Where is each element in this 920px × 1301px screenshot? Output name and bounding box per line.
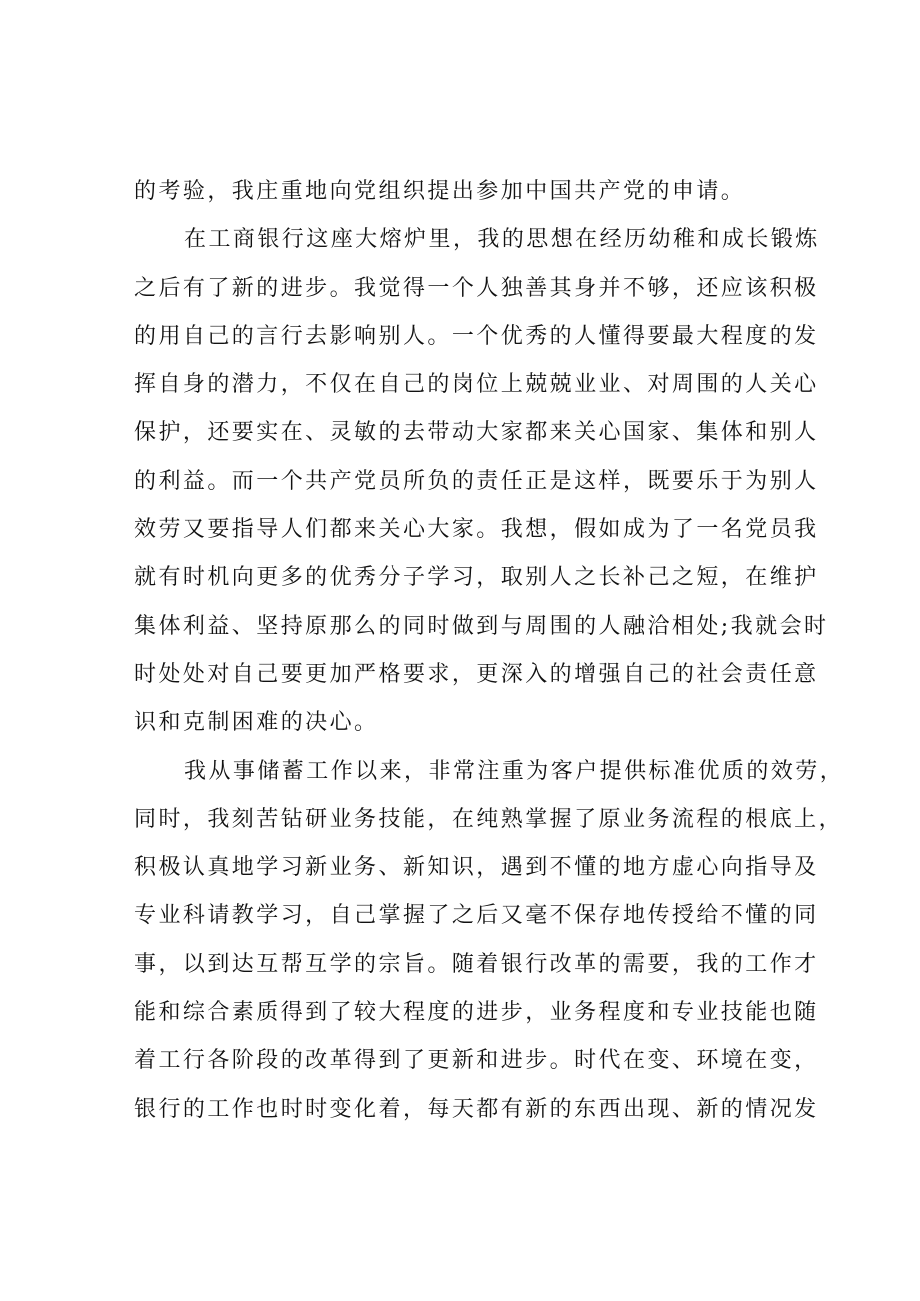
- text-line: 识和克制困难的决心。: [134, 710, 379, 736]
- text-line: 时处处对自己要更加严格要求，更深入的增强自己的社会责任意: [134, 661, 819, 687]
- text-line: 保护，还要实在、灵敏的去带动大家都来关心国家、集体和别人: [134, 420, 819, 446]
- text-line: 集体利益、坚持原那么的同时做到与周围的人融洽相处;我就会时: [134, 613, 829, 639]
- text-line: 的用自己的言行去影响别人。一个优秀的人懂得要最大程度的发: [134, 323, 819, 349]
- text-line: 的考验，我庄重地向党组织提出参加中国共产党的申请。: [134, 179, 746, 204]
- text-line: 能和综合素质得到了较大程度的进步，业务程度和专业技能也随: [134, 1000, 819, 1026]
- text-line: 在工商银行这座大熔炉里，我的思想在经历幼稚和成长锻炼: [184, 227, 820, 253]
- text-line: 我从事储蓄工作以来，非常注重为客户提供标准优质的效劳，: [184, 758, 845, 784]
- text-line: 着工行各阶段的改革得到了更新和进步。时代在变、环境在变，: [134, 1048, 819, 1074]
- text-line: 就有时机向更多的优秀分子学习，取别人之长补己之短，在维护: [134, 565, 819, 591]
- text-line: 同时，我刻苦钻研业务技能，在纯熟掌握了原业务流程的根底上，: [134, 806, 844, 832]
- paragraph: [134, 216, 829, 747]
- text-line: 挥自身的潜力，不仅在自己的岗位上兢兢业业、对周围的人关心: [134, 372, 819, 398]
- text-line: 事，以到达互帮互学的宗旨。随着银行改革的需要，我的工作才: [134, 951, 819, 977]
- text-line: 之后有了新的进步。我觉得一个人独善其身并不够，还应该积极: [134, 275, 819, 301]
- paragraph: [134, 748, 845, 1134]
- text-line: 的利益。而一个共产党员所负的责任正是这样，既要乐于为别人: [134, 468, 819, 494]
- paragraph: [134, 168, 794, 216]
- document-body: [134, 168, 845, 1134]
- text-line: 专业科请教学习，自己掌握了之后又毫不保存地传授给不懂的同: [134, 903, 819, 929]
- text-line: 效劳又要指导人们都来关心大家。我想，假如成为了一名党员我: [134, 517, 819, 543]
- text-line: 积极认真地学习新业务、新知识，遇到不懂的地方虚心向指导及: [134, 855, 819, 881]
- text-line: 银行的工作也时时变化着，每天都有新的东西出现、新的情况发: [134, 1096, 819, 1122]
